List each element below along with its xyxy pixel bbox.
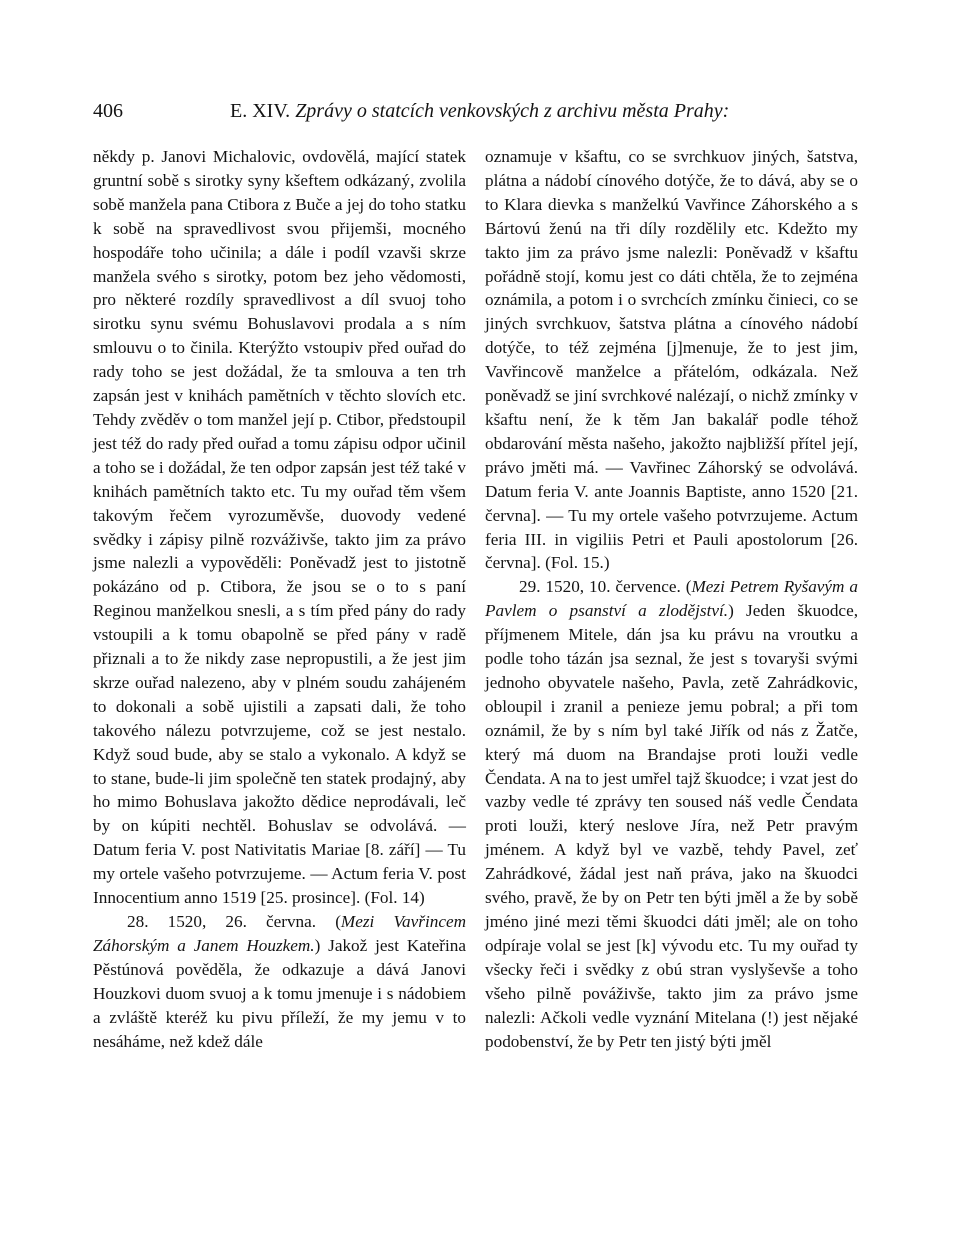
right-paragraph-2 bbox=[485, 575, 858, 1053]
running-title-italic: Zprávy o statcích venkovských z archivu města Prahy: bbox=[295, 100, 730, 122]
entry-28-text: ) Jakož jest Kateřina Pěstúnová pověděla, že odkazuje a dává Janovi Houzkovi duom svuoj a k tomu jmenuje i s nádobiem a zvláště kteréž ku pivu příleží, že my jemu v to nesáháme, než kdež dále bbox=[93, 935, 466, 1051]
left-paragraph-1: někdy p. Janovi Michalovic, ovdovělá, mající statek gruntní sobě s sirotky syny kšeftem odkázaný, zvolila sobě manžela pana Ctibora z Buče a jej do toho statku k sobě na spravedlivost svou přijemši, mocného hospodáře toho učinila; a dále i podíl vzavši skrze manžela svého s sirotky, potom bez jeho vědomosti, pro některé rozdíly spravedlivost a díl svuoj toho sirotku synu svému Bohuslavovi prodala a s ním smlouvu o to činila. Kterýžto vstoupiv před ouřad do rady toho se jest dožádal, že ta smlouva a ten trh zapsán jest v knihách pamětních v těchto slovích etc. Tehdy zvěděv o tom manžel její p. Ctibor, předstoupil jest též do rady před ouřad a tomu zápisu odpor učinil a toho se i dožádal, že ten odpor zapsán jest též také v knihách pamětních takto etc. Tu my ouřad těm všem takovým řečem vyrozuměvše, duovody vedené svědky i zápisy pilně rozváživše, takto jim za právo jsme nalezli a vypověděli: Poněvadž jest to jistotně pokázáno od p. Ctibora, že jsou se o to s paní Reginou manželkou snesli, a s tím před pány do rady vstoupili a k tomu obapolně se před pány v radě přiznali a to že nikdy zase nepropustili, a že jest jim skrze ouřad nalezeno, aby v plném soudu zahájeném to dokonali a sobě ujistili a zapsati dali, že toho takového nálezu potvrzujeme, což se jest nestalo. Když soud bude, aby se stalo a vykonalo. A když se to stane, bude-li jim společně ten statek prodajný, aby ho mimo Bohuslava jakožto dědice neprodávali, leč by on kúpiti nechtěl. Bohuslav se odvolává. — Datum feria V. post Nativitatis Mariae [8. září] — Tu my ortele vašeho potvrzujeme. — Actum feria V. post Innocentium anno 1519 [25. prosince]. (Fol. 14) bbox=[93, 147, 466, 908]
left-column bbox=[93, 145, 466, 1053]
entry-28-lead: 28. 1520, 26. června. ( bbox=[127, 912, 341, 931]
running-title bbox=[230, 100, 729, 123]
entry-29-lead: 29. 1520, 10. července. ( bbox=[519, 577, 692, 597]
page-header bbox=[93, 100, 873, 130]
page-number: 406 bbox=[93, 100, 123, 122]
right-column bbox=[485, 145, 858, 1053]
running-title-prefix: E. XIV. bbox=[230, 100, 291, 122]
entry-29-title: Mezi Petrem Ryšavým a Pavlem o psanství a zlodějství. bbox=[485, 577, 858, 621]
entry-28-title: Mezi Vavřincem Záhorským a Janem Houzkem. bbox=[93, 912, 466, 955]
entry-29-text: ) Jeden škuodce, příjmenem Mitele, dán jsa ku právu na vroutku a podle toho tázán jsa seznal, že jest s tovaryši svými jednoho obyvatele našeho, Pavla, zetě Zahrádkovic, obloupil i zranil a penieze jemu pobral; a při tom oznámil, že by s ním byl také Jiřík od nás z Žatče, který má duom na Brandajse proti louži vedle Čendata. A na to jest umřel tajž škuodce; i vzat jest do vazby vedle té zprávy ten soused náš vedle Čendata proti louži, který neslove Jíra, než Petr pravým jménem. A když byl ve vazbě, tehdy Pavel, zeť Zahrádkové, žádal jest naň práva, jako na škuodci svého, pravě, že by on Petr ten býti jměl a že by sobě jméno jiné mezi těmi škuodci dáti jměl; ale on toho odpíraje volal se jest [k] vývodu etc. Tu my ouřad ty všecky řeči i svědky z obú stran vyslyševše a toho všeho pilně pováživše, takto jim za právo jsme nalezli: Ačkoli vedle vyznání Mitelana (!) jest nějaké podobenství, že by Petr ten jistý býti jměl bbox=[485, 601, 858, 1051]
right-paragraph-1: oznamuje v kšaftu, co se svrchkuov jiných, šatstva, plátna a nádobí cínového dotýče, že to dává, aby se o to Klara dievka s manželkú Vavřince Záhorského a s Bártovú ženú na tři díly rozdělily etc. Kdežto my takto jim za právo jsme nalezli: Poněvadž v kšaftu pořádně stojí, komu jest co dáti chtěla, že to zejména oznámila, a potom i o svrchcích zmínku činieci, co se jiných svrchkuov, šatstva plátna a cínového nádobí dotýče, to též zejména [j]menuje, že to jest jim, Vavřincově manželce a přátelóm, odkázala. Než poněvadž se jiní svrchkové nalézají, o nichž zmínky v kšaftu není, že k těm Jan bakalář podle téhož obdarování města našeho, jakožto najbližší přítel její, právo jměti má. — Vavřinec Záhorský se odvolává. Datum feria V. ante Joannis Baptiste, anno 1520 [21. června]. — Tu my ortele vašeho potvrzujeme. Actum feria III. in vigiliis Petri et Pauli apostolorum [26. června]. (Fol. 15.) bbox=[485, 147, 858, 573]
left-paragraph-2 bbox=[93, 910, 466, 1053]
